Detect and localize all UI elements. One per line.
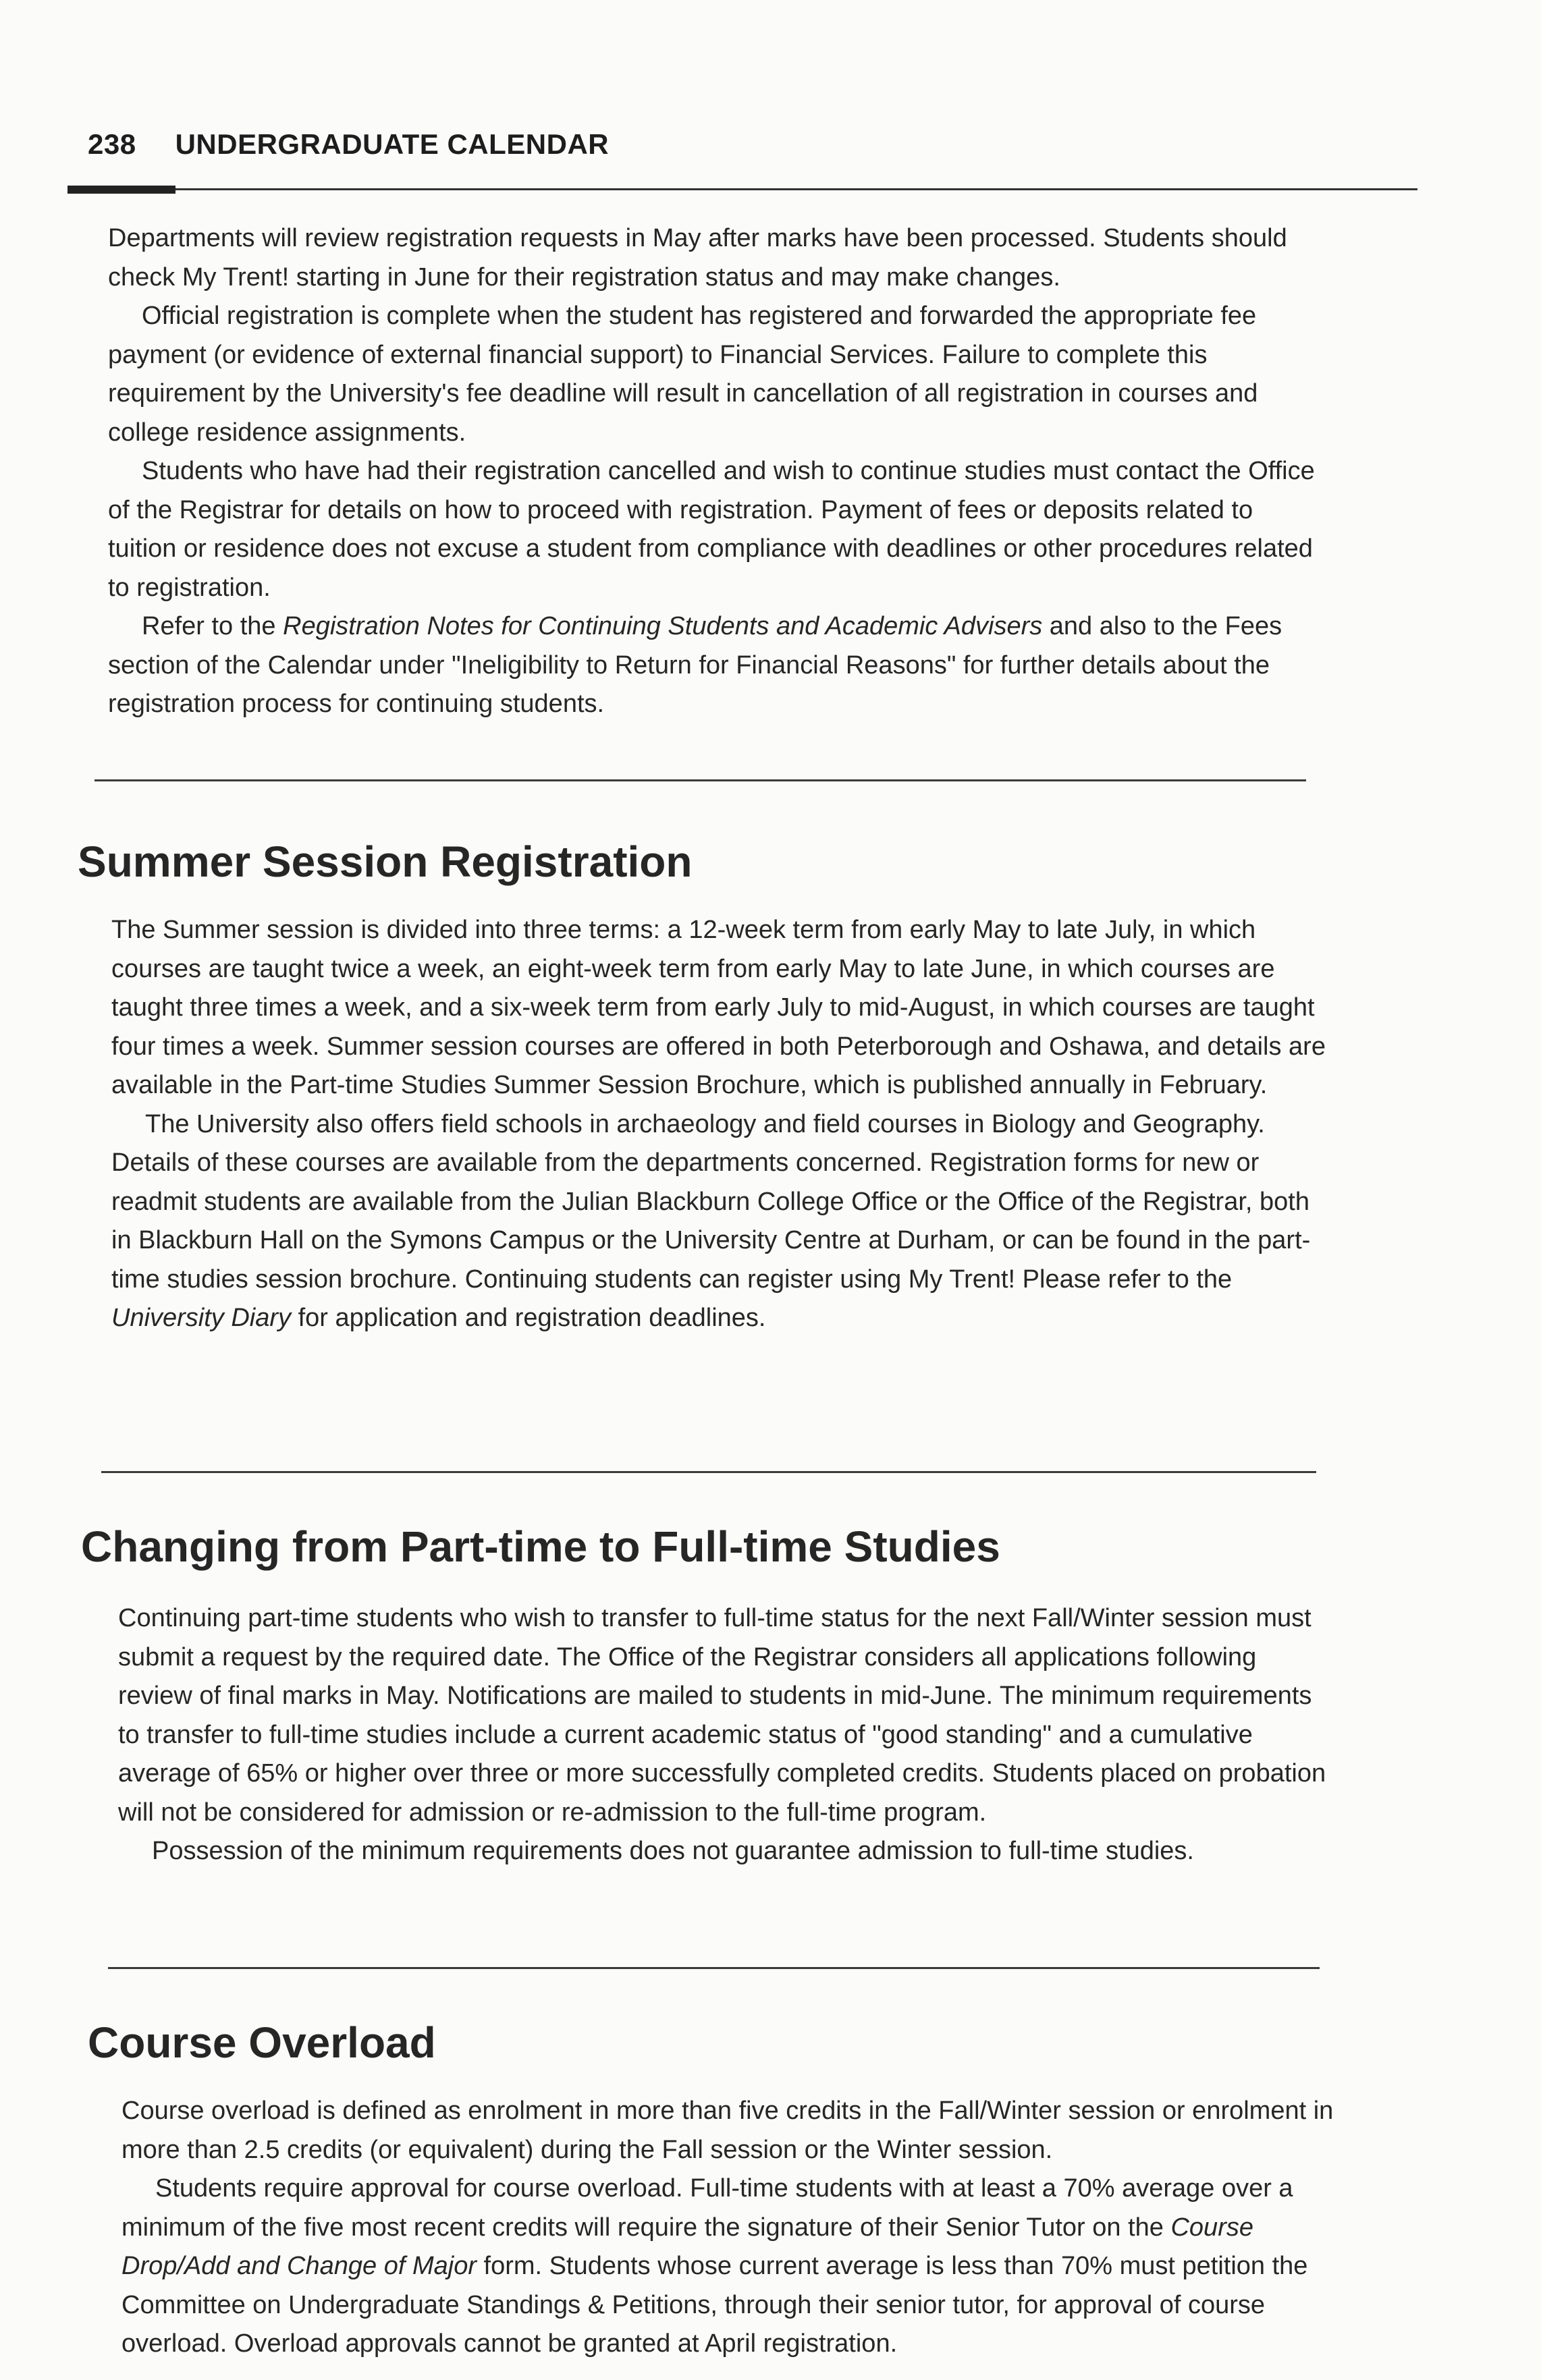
summer-p2-text-b: for application and registration deadlines. (291, 1304, 766, 1332)
overload-p2-italic: Course Drop/Add and Change of Major (121, 2213, 1253, 2280)
summer-p2-italic: University Diary (111, 1304, 292, 1332)
summer-paragraph-2 (111, 1105, 1330, 1338)
calendar-title: UNDERGRADUATE CALENDAR (175, 128, 610, 160)
changing-section (118, 1599, 1336, 1871)
intro-p4-italic: Registration Notes for Continuing Students and Academic Advisers (283, 612, 1043, 640)
summer-section-title: Summer Session Registration (78, 837, 693, 886)
intro-paragraph-3: Students who have had their registration cancelled and wish to continue studies must contact the Office of the Registrar for details on how to proceed with registration. Payment of fees or deposits related to tuition or residence does not excuse a student from compliance with deadlines or other procedures related to registration. (108, 457, 1315, 602)
changing-paragraph-2: Possession of the minimum requirements does not guarantee admission to full-time studies. (152, 1837, 1194, 1865)
intro-paragraph-1: Departments will review registration requests in May after marks have been processed. Students should check My Trent! starting in June for their registration status and may make changes. (108, 224, 1287, 292)
header-text (88, 128, 609, 161)
overload-paragraph-1: Course overload is defined as enrolment in more than five credits in the Fall/Winter session or enrolment in more than 2.5 credits (or equivalent) during the Fall session or the Winter session. (121, 2097, 1334, 2164)
changing-paragraph-1: Continuing part-time students who wish to transfer to full-time status for the next Fall/Winter session must submit a request by the required date. The Office of the Registrar considers all applications following review of final marks in May. Notifications are mailed to students in mid-June. The minimum requirements to transfer to full-time studies include a current academic status of "good standing" and a cumulative average of 65% or higher over three or more successfully completed credits. Students placed on probation will not be considered for admission or re-admission to the full-time program. (118, 1604, 1326, 1827)
summer-section (111, 911, 1330, 1338)
overload-section (121, 2092, 1340, 2364)
header-rule-accent (67, 186, 175, 194)
section-divider-2 (101, 1471, 1316, 1473)
overload-p2-text-b: form. Students whose current average is less than 70% must petition the Committee on Undergraduate Standings & Petitions, through their senior tutor, for approval of course overload. Overload approvals cannot be granted at April registration. (121, 2252, 1308, 2358)
header-rule (175, 188, 1417, 190)
section-divider-3 (108, 1967, 1320, 1969)
intro-p4-text-b: and also to the Fees section of the Calendar under "Ineligibility to Return for Financial Reasons" for further details about the registration process for continuing students. (108, 612, 1282, 718)
overload-paragraph-2 (121, 2169, 1340, 2364)
intro-paragraph-2: Official registration is complete when the student has registered and forwarded the appropriate fee payment (or evidence of external financial support) to Financial Services. Failure to complete this requirement by the University's fee deadline will result in cancellation of all registration in courses and college residence assignments. (108, 302, 1258, 447)
intro-section (108, 219, 1323, 724)
overload-p2-text-a: Students require approval for course overload. Full-time students with at least a 70% average over a minimum of the five most recent credits will require the signature of their Senior Tutor on the (121, 2174, 1293, 2242)
intro-p4-text-a: Refer to the (142, 612, 283, 640)
running-header (88, 128, 1330, 196)
summer-paragraph-1: The Summer session is divided into three terms: a 12-week term from early May to late July, in which courses are taught twice a week, an eight-week term from early May to late June, in which courses are taught three times a week, and a six-week term from early July to mid-August, in which courses are taught four times a week. Summer session courses are offered in both Peterborough and Oshawa, and details are available in the Part-time Studies Summer Session Brochure, which is published annually in February. (111, 916, 1326, 1099)
overload-section-title: Course Overload (88, 2018, 436, 2067)
page-number: 238 (88, 128, 136, 160)
section-divider-1 (94, 779, 1306, 781)
changing-section-title: Changing from Part-time to Full-time Studies (81, 1522, 1000, 1571)
intro-paragraph-4 (108, 607, 1323, 724)
summer-p2-text-a: The University also offers field schools in archaeology and field courses in Biology and Geography. Details of these courses are available from the departments concerned. Registration forms for new or readmit students are available from the Julian Blackburn College Office or the Office of the Registrar, both in Blackburn Hall on the Symons Campus or the University Centre at Durham, or can be found in the part-time studies session brochure. Continuing students can register using My Trent! Please refer to the (111, 1109, 1311, 1294)
